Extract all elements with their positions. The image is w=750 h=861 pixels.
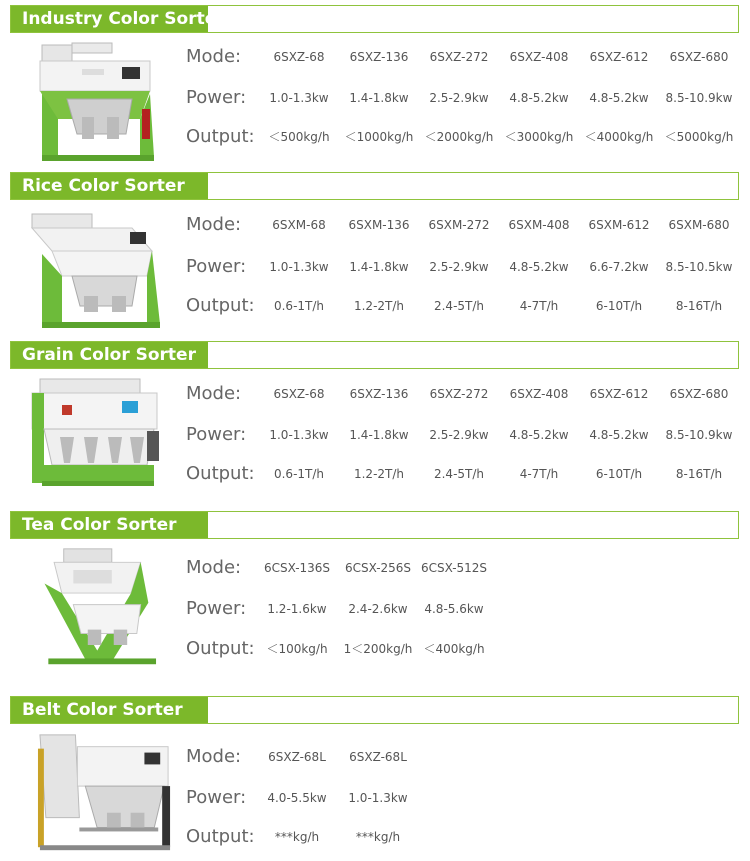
mode-cell: 6CSX-512S (420, 561, 488, 575)
power-label: Power: (186, 598, 247, 619)
output-cell: 0.6-1T/h (273, 299, 325, 313)
power-cell: 4.8-5.2kw (509, 91, 569, 105)
power-cell: 4.8-5.2kw (509, 428, 569, 442)
power-cell: 4.0-5.5kw (267, 791, 327, 805)
section-title: Tea Color Sorter (11, 512, 208, 538)
power-cell: 1.2-1.6kw (267, 602, 327, 616)
output-cell: 0.6-1T/h (273, 467, 325, 481)
tea-sorter-machine-image (32, 545, 182, 670)
section-header (10, 5, 739, 33)
mode-cell: 6CSX-256S (344, 561, 412, 575)
mode-label: Mode: (186, 746, 242, 767)
mode-cell: 6SXZ-136 (349, 50, 409, 64)
output-label: Output: (186, 638, 255, 659)
output-cell: ***kg/h (355, 830, 401, 844)
mode-label: Mode: (186, 557, 242, 578)
output-cell: 2.4-5T/h (433, 299, 485, 313)
output-cell: 1.2-2T/h (353, 467, 405, 481)
mode-label: Mode: (186, 383, 242, 404)
mode-cell: 6SXZ-68L (268, 750, 326, 764)
output-cell: 6-10T/h (595, 467, 643, 481)
power-cell: 8.5-10.9kw (665, 428, 733, 442)
output-label: Output: (186, 826, 255, 847)
power-cell: 2.4-2.6kw (348, 602, 408, 616)
output-cell: 8-16T/h (675, 467, 723, 481)
power-cell: 4.8-5.2kw (589, 91, 649, 105)
power-cell: 1.4-1.8kw (349, 428, 409, 442)
mode-cell: 6SXZ-408 (509, 387, 569, 401)
output-cell: ＜400kg/h (423, 642, 485, 656)
output-cell: ＜2000kg/h (424, 130, 494, 144)
section-title: Rice Color Sorter (11, 173, 208, 199)
output-label: Output: (186, 463, 255, 484)
mode-cell: 6SXZ-680 (669, 50, 729, 64)
grain-sorter-machine-image (22, 375, 172, 500)
power-cell: 4.8-5.6kw (424, 602, 484, 616)
mode-cell: 6SXZ-680 (669, 387, 729, 401)
power-label: Power: (186, 424, 247, 445)
mode-cell: 6SXM-408 (508, 218, 570, 232)
mode-cell: 6SXZ-68L (349, 750, 407, 764)
mode-cell: 6SXM-612 (588, 218, 650, 232)
mode-cell: 6CSX-136S (263, 561, 331, 575)
power-cell: 8.5-10.9kw (665, 91, 733, 105)
output-cell: ***kg/h (274, 830, 320, 844)
output-label: Output: (186, 126, 255, 147)
output-cell: 1＜200kg/h (343, 642, 413, 656)
power-cell: 8.5-10.5kw (665, 260, 733, 274)
power-cell: 1.4-1.8kw (349, 260, 409, 274)
output-cell: 1.2-2T/h (353, 299, 405, 313)
power-cell: 6.6-7.2kw (589, 260, 649, 274)
power-cell: 1.0-1.3kw (269, 91, 329, 105)
power-cell: 4.8-5.2kw (589, 428, 649, 442)
output-cell: ＜500kg/h (268, 130, 330, 144)
power-cell: 2.5-2.9kw (429, 260, 489, 274)
power-cell: 1.0-1.3kw (269, 260, 329, 274)
power-cell: 1.0-1.3kw (348, 791, 408, 805)
mode-label: Mode: (186, 214, 242, 235)
output-cell: 8-16T/h (675, 299, 723, 313)
power-cell: 4.8-5.2kw (509, 260, 569, 274)
mode-label: Mode: (186, 46, 242, 67)
mode-cell: 6SXZ-68 (273, 387, 325, 401)
rice-sorter-machine-image (22, 206, 172, 331)
industry-sorter-machine-image (22, 39, 172, 164)
mode-cell: 6SXZ-612 (589, 50, 649, 64)
section-title: Grain Color Sorter (11, 342, 208, 368)
mode-cell: 6SXZ-272 (429, 387, 489, 401)
mode-cell: 6SXM-68 (272, 218, 326, 232)
power-label: Power: (186, 256, 247, 277)
output-label: Output: (186, 295, 255, 316)
power-cell: 1.0-1.3kw (269, 428, 329, 442)
section-title: Belt Color Sorter (11, 697, 208, 723)
section-header (10, 172, 739, 200)
output-cell: ＜1000kg/h (344, 130, 414, 144)
mode-cell: 6SXM-272 (428, 218, 490, 232)
power-cell: 2.5-2.9kw (429, 428, 489, 442)
mode-cell: 6SXZ-612 (589, 387, 649, 401)
section-header (10, 511, 739, 539)
output-cell: 6-10T/h (595, 299, 643, 313)
power-label: Power: (186, 87, 247, 108)
output-cell: 4-7T/h (519, 467, 559, 481)
output-cell: ＜100kg/h (266, 642, 328, 656)
mode-cell: 6SXZ-136 (349, 387, 409, 401)
mode-cell: 6SXZ-68 (273, 50, 325, 64)
section-header (10, 341, 739, 369)
mode-cell: 6SXM-680 (668, 218, 730, 232)
output-cell: ＜5000kg/h (664, 130, 734, 144)
output-cell: ＜4000kg/h (584, 130, 654, 144)
belt-sorter-machine-image (36, 728, 174, 858)
power-cell: 1.4-1.8kw (349, 91, 409, 105)
output-cell: ＜3000kg/h (504, 130, 574, 144)
mode-cell: 6SXM-136 (348, 218, 410, 232)
power-label: Power: (186, 787, 247, 808)
output-cell: 4-7T/h (519, 299, 559, 313)
mode-cell: 6SXZ-272 (429, 50, 489, 64)
power-cell: 2.5-2.9kw (429, 91, 489, 105)
output-cell: 2.4-5T/h (433, 467, 485, 481)
section-header (10, 696, 739, 724)
section-title: Industry Color Sorter (11, 6, 208, 32)
mode-cell: 6SXZ-408 (509, 50, 569, 64)
